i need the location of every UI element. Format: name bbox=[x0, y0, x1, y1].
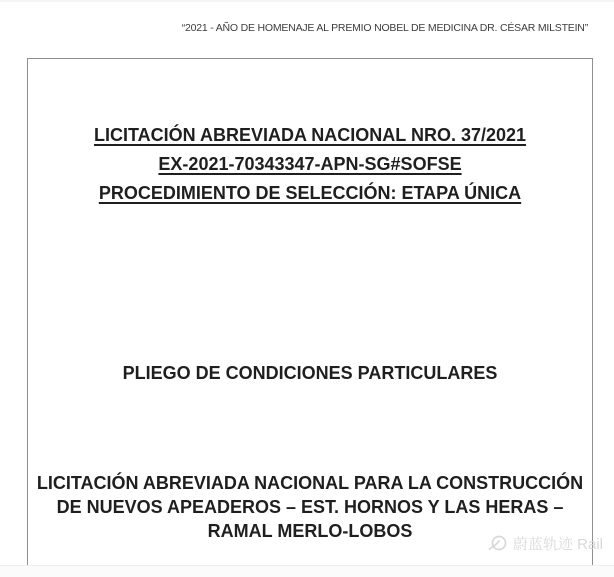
watermark-label: 蔚蓝轨迹 Rail bbox=[512, 536, 603, 553]
project-title-line-1: LICITACIÓN ABREVIADA NACIONAL PARA LA CONSTRUCCIÓN bbox=[36, 473, 584, 493]
tender-heading-block bbox=[28, 121, 592, 208]
bottom-edge-strip bbox=[0, 565, 614, 577]
header-quote: “2021 - AÑO DE HOMENAJE AL PREMIO NOBEL DE MEDICINA DR. CÉSAR MILSTEIN” bbox=[181, 22, 588, 34]
top-edge-strip bbox=[0, 0, 614, 2]
tender-heading-line-3: PROCEDIMIENTO DE SELECCIÓN: ETAPA ÚNICA bbox=[98, 183, 522, 203]
tender-heading-line-2: EX-2021-70343347-APN-SG#SOFSE bbox=[158, 154, 462, 174]
tender-heading-line-1: LICITACIÓN ABREVIADA NACIONAL NRO. 37/2021 bbox=[93, 125, 527, 145]
project-title-line-2: DE NUEVOS APEADEROS – EST. HORNOS Y LAS HERAS – bbox=[56, 497, 564, 517]
project-title-line-3: RAMAL MERLO-LOBOS bbox=[207, 521, 413, 541]
document-page bbox=[27, 58, 593, 577]
watermark bbox=[488, 533, 603, 554]
rail-logo-icon bbox=[488, 534, 508, 554]
section-title: PLIEGO DE CONDICIONES PARTICULARES bbox=[122, 363, 498, 383]
